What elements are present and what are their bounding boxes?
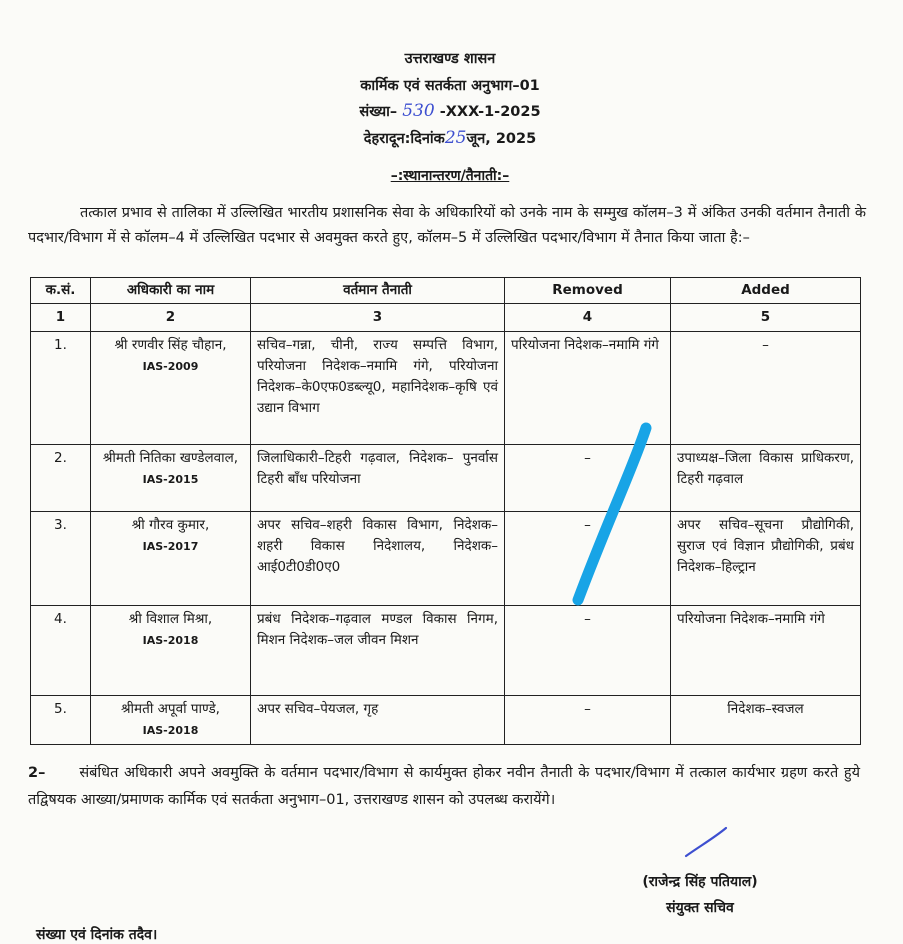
order-number-prefix: संख्या– — [359, 104, 398, 120]
removed-posting: – — [505, 512, 671, 606]
added-posting: – — [671, 332, 861, 445]
paragraph-2-text: संबंधित अधिकारी अपने अवमुक्ति के वर्तमान पदभार/विभाग से कार्यमुक्त होकर नवीन तैनाती के पदभार/विभाग में तत्काल कार्यभार ग्रहण करते हुये तद्विषयक आख्या/प्रमाणक कार्मिक एवं सतर्कता अनुभाग–01, उत्तराखण्ड शासन को उपलब्ध करायेंगे। — [28, 765, 860, 808]
current-posting: जिलाधिकारी–टिहरी गढ़वाल, निदेशक– पुनर्वास टिहरी बाँध परियोजना — [251, 445, 505, 512]
signatory-name: (राजेन्द्र सिंह पतियाल) — [642, 874, 758, 890]
ias-batch: IAS-2018 — [142, 634, 199, 647]
paragraph-2-number: 2– — [28, 765, 46, 781]
officer-name: श्री रणवीर सिंह चौहान, — [114, 337, 227, 353]
header-added: Added — [671, 278, 861, 304]
added-posting: परियोजना निदेशक–नमामि गंगे — [671, 606, 861, 696]
column-number: 5 — [671, 304, 861, 332]
current-posting: सचिव–गन्ना, चीनी, राज्य सम्पत्ति विभाग, परियोजना निदेशक–नमामि गंगे, परियोजना निदेशक–के0एफ0डब्ल्यू0, महानिदेशक–कृषि एवं उद्यान विभाग — [251, 332, 505, 445]
order-number-handwritten: 530 — [402, 101, 435, 121]
highlighter-stroke — [578, 428, 646, 600]
column-number: 3 — [251, 304, 505, 332]
cut-off-line: संख्या एवं दिनांक तदैव। — [36, 927, 158, 943]
header-current-posting: वर्तमान तैनाती — [251, 278, 505, 304]
government-name: उत्तराखण्ड शासन — [404, 51, 496, 67]
added-posting: निदेशक–स्वजल — [671, 696, 861, 745]
removed-posting: – — [505, 445, 671, 512]
subject-heading: –:स्थानान्तरण/तैनाती:– — [390, 168, 510, 184]
order-date-suffix: जून, 2025 — [466, 131, 537, 147]
serial-number: 2. — [31, 445, 91, 512]
removed-posting: – — [505, 606, 671, 696]
header-removed: Removed — [505, 278, 671, 304]
order-date-handwritten: 25 — [444, 128, 467, 148]
ias-batch: IAS-2015 — [142, 473, 199, 486]
current-posting: अपर सचिव–पेयजल, गृह — [251, 696, 505, 745]
ias-batch: IAS-2018 — [142, 724, 199, 737]
removed-posting: – — [505, 696, 671, 745]
department-name: कार्मिक एवं सतर्कता अनुभाग–01 — [360, 78, 540, 94]
officer-name: श्रीमती अपूर्वा पाण्डे, — [121, 701, 220, 717]
signatory-designation: संयुक्त सचिव — [666, 900, 734, 916]
officer-name: श्री गौरव कुमार, — [131, 517, 210, 533]
serial-number: 3. — [31, 512, 91, 606]
serial-number: 4. — [31, 606, 91, 696]
added-posting: अपर सचिव–सूचना प्रौद्योगिकी, सुराज एवं विज्ञान प्रौद्योगिकी, प्रबंध निदेशक–हिल्ट्रान — [671, 512, 861, 606]
order-number-suffix: -XXX-1-2025 — [439, 104, 541, 120]
ias-batch: IAS-2017 — [142, 540, 199, 553]
officer-name: श्रीमती नितिका खण्डेलवाल, — [102, 450, 239, 466]
officer-name: श्री विशाल मिश्रा, — [128, 611, 213, 627]
signature-scribble — [686, 828, 726, 856]
order-date-prefix: देहरादून:दिनांक — [363, 131, 445, 147]
added-posting: उपाध्यक्ष–जिला विकास प्राधिकरण, टिहरी गढ़वाल — [671, 445, 861, 512]
intro-paragraph: तत्काल प्रभाव से तालिका में उल्लिखित भारतीय प्रशासनिक सेवा के अधिकारियों को उनके नाम के सम्मुख कॉलम–3 में अंकित उनकी वर्तमान तैनाती के पदभार/विभाग में से कॉलम–4 में उल्लिखित पदभार से अवमुक्त करते हुए, कॉलम–5 में उल्लिखित पदभार/विभाग में तैनात किया जाता है:– — [28, 205, 866, 246]
removed-posting: परियोजना निदेशक–नमामि गंगे — [505, 332, 671, 445]
current-posting: प्रबंध निदेशक–गढ़वाल मण्डल विकास निगम, मिशन निदेशक–जल जीवन मिशन — [251, 606, 505, 696]
column-number: 2 — [91, 304, 251, 332]
current-posting: अपर सचिव–शहरी विकास विभाग, निदेशक–शहरी विकास निदेशालय, निदेशक–आई0टी0डी0ए0 — [251, 512, 505, 606]
serial-number: 5. — [31, 696, 91, 745]
serial-number: 1. — [31, 332, 91, 445]
ias-batch: IAS-2009 — [142, 360, 199, 373]
header-serial: क.सं. — [31, 278, 91, 304]
header-officer-name: अधिकारी का नाम — [91, 278, 251, 304]
column-number: 1 — [31, 304, 91, 332]
column-number: 4 — [505, 304, 671, 332]
